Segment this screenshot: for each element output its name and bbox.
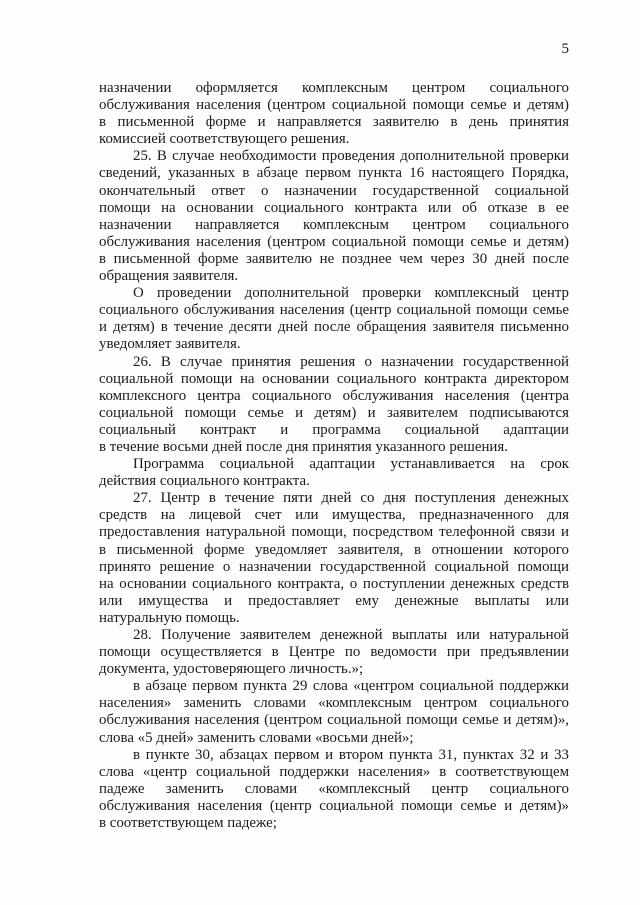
text-line: социального обслуживания населения (центр социальной помощи семье xyxy=(99,302,569,319)
text-line: комиссией соответствующего решения. xyxy=(99,131,350,148)
text-line: в абзаце первом пункта 29 слова «центром социальной поддержки xyxy=(133,678,569,695)
paragraph xyxy=(99,627,569,678)
text-line: окончательный ответ о назначении государственной социальной xyxy=(99,182,569,199)
text-line: слова «5 дней» заменить словами «восьми дней»; xyxy=(99,729,414,746)
text-line: в письменной форме и направляется заявителю в день принятия xyxy=(99,114,569,131)
text-line: социальный контракт и программа социальной адаптации xyxy=(99,421,569,438)
text-line: средств на лицевой счет или имущества, предназначенного для xyxy=(99,507,569,524)
text-line: 28. Получение заявителем денежной выплаты или натуральной xyxy=(133,627,569,643)
text-line: обслуживания населения (центр социальной помощи семье и детям)» xyxy=(99,797,569,814)
text-line: в течение восьми дней после дня принятия указанного решения. xyxy=(99,438,508,455)
page-number: 5 xyxy=(561,41,569,57)
paragraph xyxy=(99,354,569,457)
text-line: и детям) в течение десяти дней после обращения заявителя письменно xyxy=(99,319,569,336)
text-line: в соответствующем падеже; xyxy=(99,815,277,832)
text-line: документа, удостоверяющего личность.»; xyxy=(99,661,364,678)
text-line: назначении направляется комплексным центром социального xyxy=(99,216,569,233)
text-line: на основании социального контракта, о поступлении денежных средств xyxy=(99,575,569,592)
text-line: уведомляет заявителя. xyxy=(99,336,241,353)
text-line: помощи осуществляется в Центре по ведомости при предъявлении xyxy=(99,644,569,661)
text-line: 26. В случае принятия решения о назначении государственной xyxy=(133,353,569,370)
text-line: слова «центр социальной поддержки населения» в соответствующем xyxy=(99,763,569,780)
paragraph xyxy=(99,148,569,285)
text-line: О проведении дополнительной проверки комплексный центр xyxy=(133,285,569,302)
text-line: населения» заменить словами «комплексным центром социального xyxy=(99,695,569,712)
text-line: обслуживания населения (центром социальной помощи семье и детям) xyxy=(99,97,569,114)
text-line: назначении оформляется комплексным центром социального xyxy=(99,80,569,96)
text-line: предоставления натуральной помощи, посредством телефонной связи и xyxy=(99,524,569,541)
document-body xyxy=(99,80,569,832)
text-line: в пункте 30, абзацах первом и втором пункта 31, пунктах 32 и 33 xyxy=(133,746,569,763)
text-line: социальной помощи семье и детям) и заявителем подписываются xyxy=(99,404,569,421)
text-line: в письменной форме уведомляет заявителя, в отношении которого xyxy=(99,541,569,558)
text-line: Программа социальной адаптации устанавливается на срок xyxy=(133,456,569,473)
text-line: или имущества и предоставляет ему денежные выплаты или xyxy=(99,592,569,609)
text-line: принято решение о назначении государственной социальной помощи xyxy=(99,558,569,575)
paragraph xyxy=(99,285,569,353)
text-line: комплексного центра социального обслуживания населения (центра xyxy=(99,387,569,404)
text-line: обращения заявителя. xyxy=(99,268,239,285)
text-line: 27. Центр в течение пяти дней со дня поступления денежных xyxy=(133,490,569,507)
text-line: действия социального контракта. xyxy=(99,473,310,490)
paragraph xyxy=(99,456,569,490)
paragraph xyxy=(99,80,569,148)
text-line: сведений, указанных в абзаце первом пункта 16 настоящего Порядка, xyxy=(99,165,569,182)
text-line: падеже заменить словами «комплексный центр социального xyxy=(99,780,569,797)
text-line: обслуживания населения (центром социальной помощи семье и детям) xyxy=(99,233,569,250)
paragraph xyxy=(99,678,569,746)
paragraph xyxy=(99,490,569,627)
text-line: социальной помощи на основании социального контракта директором xyxy=(99,370,569,387)
text-line: в письменной форме заявителю не позднее чем через 30 дней после xyxy=(99,250,569,267)
text-line: обслуживания населения (центром социальной помощи семье и детям)», xyxy=(99,712,569,729)
paragraph xyxy=(99,747,569,832)
text-line: помощи на основании социального контракта или об отказе в ее xyxy=(99,199,569,216)
text-line: 25. В случае необходимости проведения дополнительной проверки xyxy=(133,148,569,165)
text-line: натуральную помощь. xyxy=(99,609,240,626)
